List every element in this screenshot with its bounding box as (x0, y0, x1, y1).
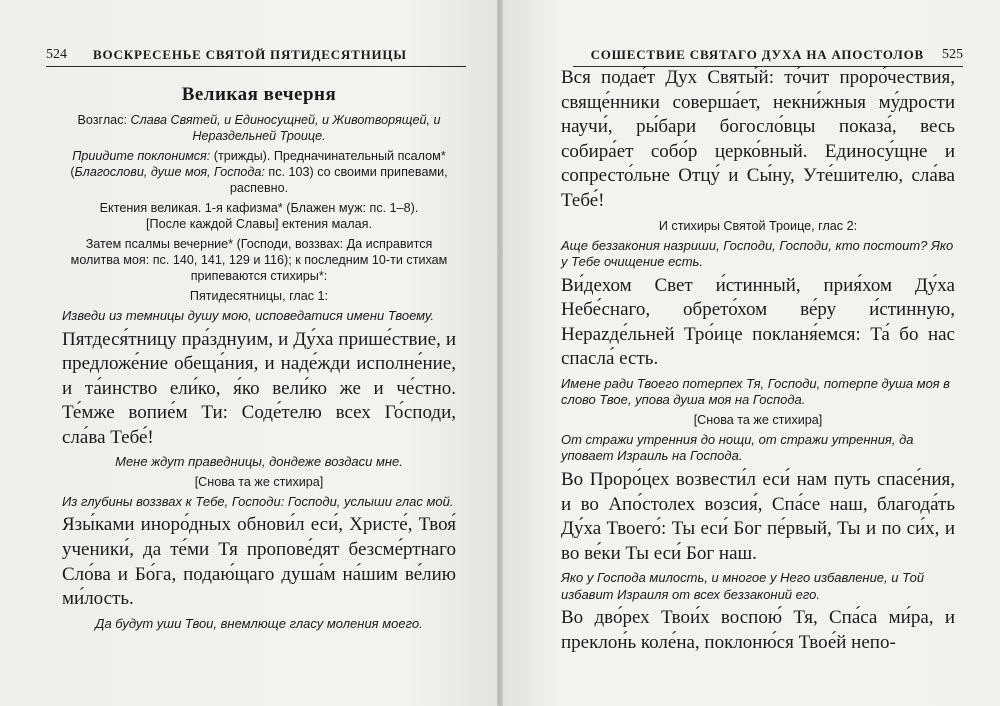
right-page-content (561, 66, 955, 660)
pridite-rubric (62, 148, 456, 196)
psalm-verse: Аще беззакония назриши, Господи, Господи, кто постоит? Яко у Тебе очищение есть. (561, 237, 954, 270)
stichira-text: Во дво́рех Твои́х воспою́ Тя, Спа́са ми́ра, и преклон́ь коле́на, поклоню́ся Твое́й непо- (561, 607, 955, 653)
right-running-head (573, 44, 963, 67)
right-page (503, 0, 1000, 706)
psalm-verse: От стражи утренния до нощи, от стражи утренния, да уповает Израиль на Господа. (561, 431, 914, 464)
psalm-ref: пс. 103) со своими припевами, распевно. (229, 165, 448, 195)
stichira-text: Пятдеся́тницу пра́зднуим, и Ду́ха прише́ствие, и предложе́ние обеща́ния, и наде́жди исполне́ние, и та́инство ели́ко, я́ко вели́ко же и че́стно. Те́мже вопие́м Ти: Соде́телю всех Го́споди, сла́ва Тебе́! (62, 328, 456, 448)
stichira-text: Язы́ками иноро́дных обнови́л еси́, Христе́, Твоя́ ученики́, да те́ми Тя пропове́дят безсме́ртнаго Сло́ва и Бо́га, подаю́щаго душа́м на́шим ве́лию ми́лость. (62, 514, 456, 610)
ektenia-rubric (62, 200, 456, 232)
vozglas-text: Слава Святей, и Единосущней, и Животворящей, и Нераздельней Троице. (130, 113, 441, 143)
pridite-label: Приидите поклонимся: (72, 149, 211, 163)
stichira-text: Ви́дехом Свет и́стинный, прия́хом Ду́ха Небе́снаго, обрето́хом ве́ру и́стинную, Нерazде́льней Тро́ице покланя́емся: Та́ бо нас спасла́ есть. (561, 274, 955, 370)
repeat-note: [Снова та же стихира] (693, 412, 823, 427)
vozglas-label: Возглас: (77, 113, 131, 127)
stichira-tone-label: И стихиры Святой Троице, глас 2: (658, 218, 858, 233)
pridite-text: (трижды). Предначинательный псалом* ( (70, 149, 446, 179)
left-running-title: ВОСКРЕСЕНЬЕ СВЯТОЙ ПЯТИДЕСЯТНИЦЫ (93, 47, 407, 62)
psalm-verse: Мене ждут праведницы, дондеже воздаси мне. (115, 454, 403, 470)
left-running-head (46, 44, 466, 67)
repeat-note: [Снова та же стихира] (194, 474, 324, 489)
right-running-title: СОШЕСТВИЕ СВЯТАГО ДУХА НА АПОСТОЛОВ (590, 47, 924, 62)
stichira-text: Вся подае́т Дух Святы́й: то́чит проро́чествия, свяще́нники соверша́ет, некни́жныя му́дрости научи́, ры́бари богосло́вцы показа́, весь собира́ет собо́р церко́вный. Единосу́щне и сопресто́льне Отцу́ и Сы́ну, Уте́шителю, сла́ва Тебе́! (561, 67, 955, 211)
ektenia-malaya: [После каждой Славы] ектения малая. (146, 217, 372, 231)
psalm-verse: Яко у Господа милость, и многое у Него избавление, и Той избавит Израиля от всех беззаконий его. (561, 570, 925, 602)
section-heading: Великая вечерня (181, 84, 337, 105)
psalm-incipit: Благослови, душе моя, Господа: (74, 165, 265, 179)
psalm-verse: Изведи из темницы душу мою, исповедатися имени Твоему. (62, 308, 435, 323)
vozglas-rubric (62, 112, 456, 144)
stichira-text: Во Проро́цех возвести́л еси́ нам путь спасе́ния, и во Апо́столех возсия́, Спа́се наш, благода́ть Ду́ха Твоего́: Ты еси́ Бог пе́рвый, Ты и по си́х, и во ве́ки Ты еси́ Бог наш. (561, 468, 955, 564)
psalm-verse: Да будут уши Твои, внемлюще гласу моления моего. (95, 615, 423, 631)
left-page (0, 0, 497, 706)
left-page-content (62, 84, 456, 635)
left-page-number: 524 (46, 47, 67, 62)
psalm-verse: Из глубины воззвах к Тебе, Господи: Господи, услыши глас мой. (62, 493, 454, 509)
ektenia-velikaya: Ектения великая. 1-я кафизма* (Блажен муж: пс. 1–8). (99, 201, 419, 215)
right-page-number: 525 (942, 47, 963, 62)
psalm-verse: Имене ради Твоего потерпех Тя, Господи, потерпе душа моя в слово Твое, упова душа моя на Господа. (561, 375, 950, 408)
stichira-tone-label: Пятидесятницы, глас 1: (189, 289, 329, 303)
psalmy-rubric: Затем псалмы вечерние* (Господи, воззвах: Да исправится молитва моя: пс. 140, 141, 129 и 116); к последним 10-ти стихам припеваются стихиры*: (70, 237, 448, 283)
